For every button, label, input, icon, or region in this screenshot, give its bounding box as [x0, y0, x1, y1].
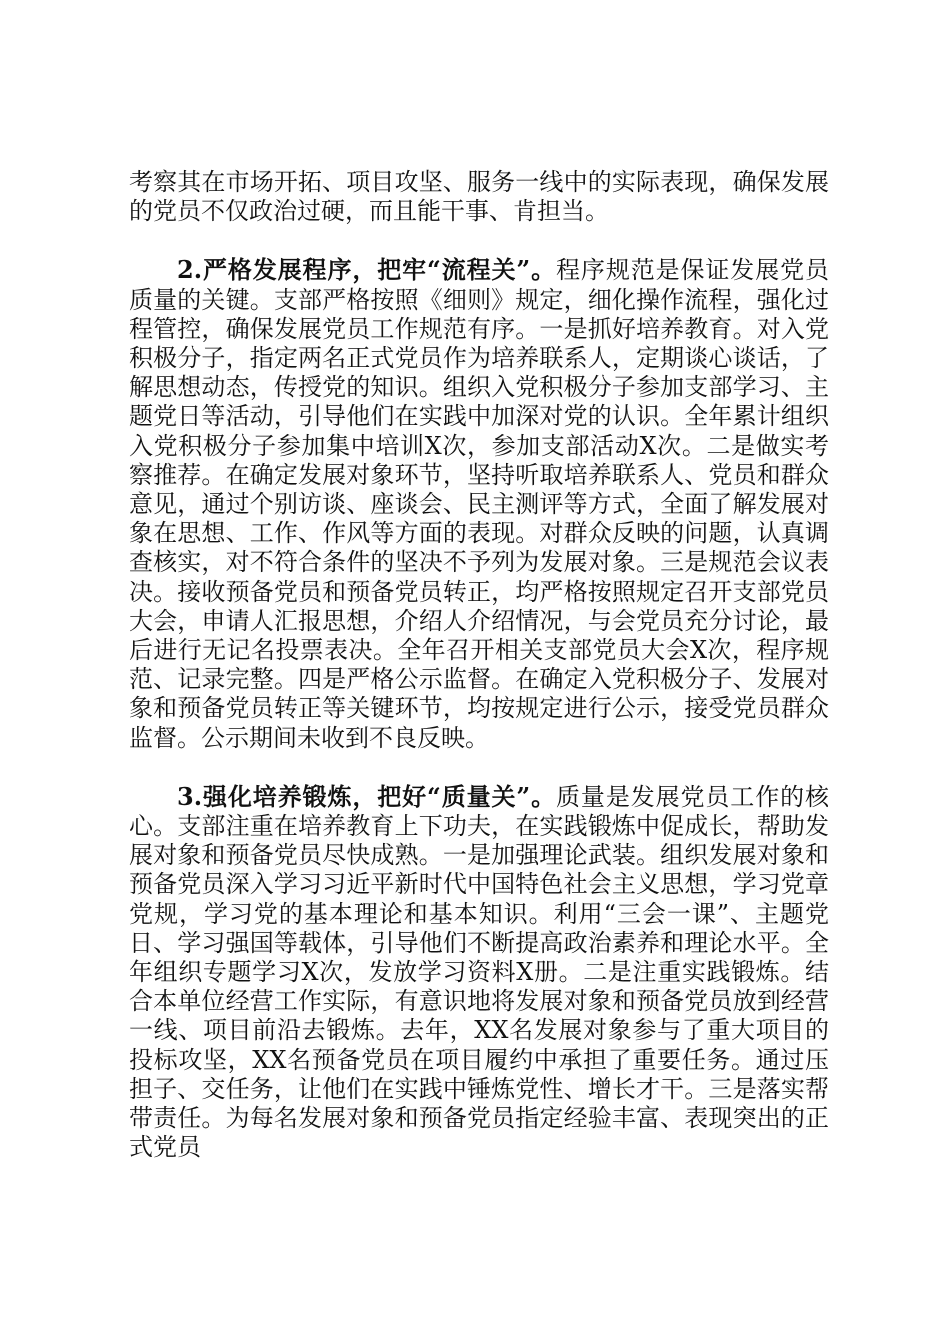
section-heading: 2.严格发展程序，把牢“流程关”。 — [177, 255, 557, 285]
paragraph-text: 考察其在市场开拓、项目攻坚、服务一线中的实际表现，确保发展的党员不仅政治过硬，而且能干事、肯担当。 — [129, 168, 829, 226]
paragraph-text: 程序规范是保证发展党员质量的关键。支部严格按照《细则》规定，细化操作流程，强化过程管控，确保发展党员工作规范有序。一是抓好培养教育。对入党积极分子，指定两名正式党员作为培养联系人，定期谈心谈话，了解思想动态，传授党的知识。组织入党积极分子参加支部学习、主题党日等活动，引导他们在实践中加深对党的认识。全年累计组织入党积极分子参加集中培训X次，参加支部活动X次。二是做实考察推荐。在确定发展对象环节，坚持听取培养联系人、党员和群众意见，通过个别访谈、座谈会、民主测评等方式，全面了解发展对象在思想、工作、作风等方面的表现。对群众反映的问题，认真调查核实，对不符合条件的坚决不予列为发展对象。三是规范会议表决。接收预备党员和预备党员转正，均严格按照规定召开支部党员大会，申请人汇报思想，介绍人介绍情况，与会党员充分讨论，最后进行无记名投票表决。全年召开相关支部党员大会X次，程序规范、记录完整。四是严格公示监督。在确定入党积极分子、发展对象和预备党员转正等关键环节，均按规定进行公示，接受党员群众监督。公示期间未收到不良反映。 — [129, 256, 830, 752]
paragraph-text: 质量是发展党员工作的核心。支部注重在培养教育上下功夫，在实践锻炼中促成长，帮助发展对象和预备党员尽快成熟。一是加强理论武装。组织发展对象和预备党员深入学习习近平新时代中国特色社会主义思想，学习党章党规，学习党的基本理论和基本知识。利用“三会一课”、主题党日、学习强国等载体，引导他们不断提高政治素养和理论水平。全年组织专题学习X次，发放学习资料X册。二是注重实践锻炼。结合本单位经营工作实际，有意识地将发展对象和预备党员放到经营一线、项目前沿去锻炼。去年，XX名发展对象参与了重大项目的投标攻坚，XX名预备党员在项目履约中承担了重要任务。通过压担子、交任务，让他们在实践中锤炼党性、增长才干。三是落实帮带责任。为每名发展对象和预备党员指定经验丰富、表现突出的正式党员 — [129, 782, 830, 1162]
section-heading: 3.强化培养锻炼，把好“质量关”。 — [177, 781, 557, 811]
paragraph-continuation — [129, 168, 829, 226]
paragraph-section-3 — [129, 782, 829, 1163]
paragraph-section-2 — [129, 255, 829, 752]
document-body — [129, 168, 829, 1163]
